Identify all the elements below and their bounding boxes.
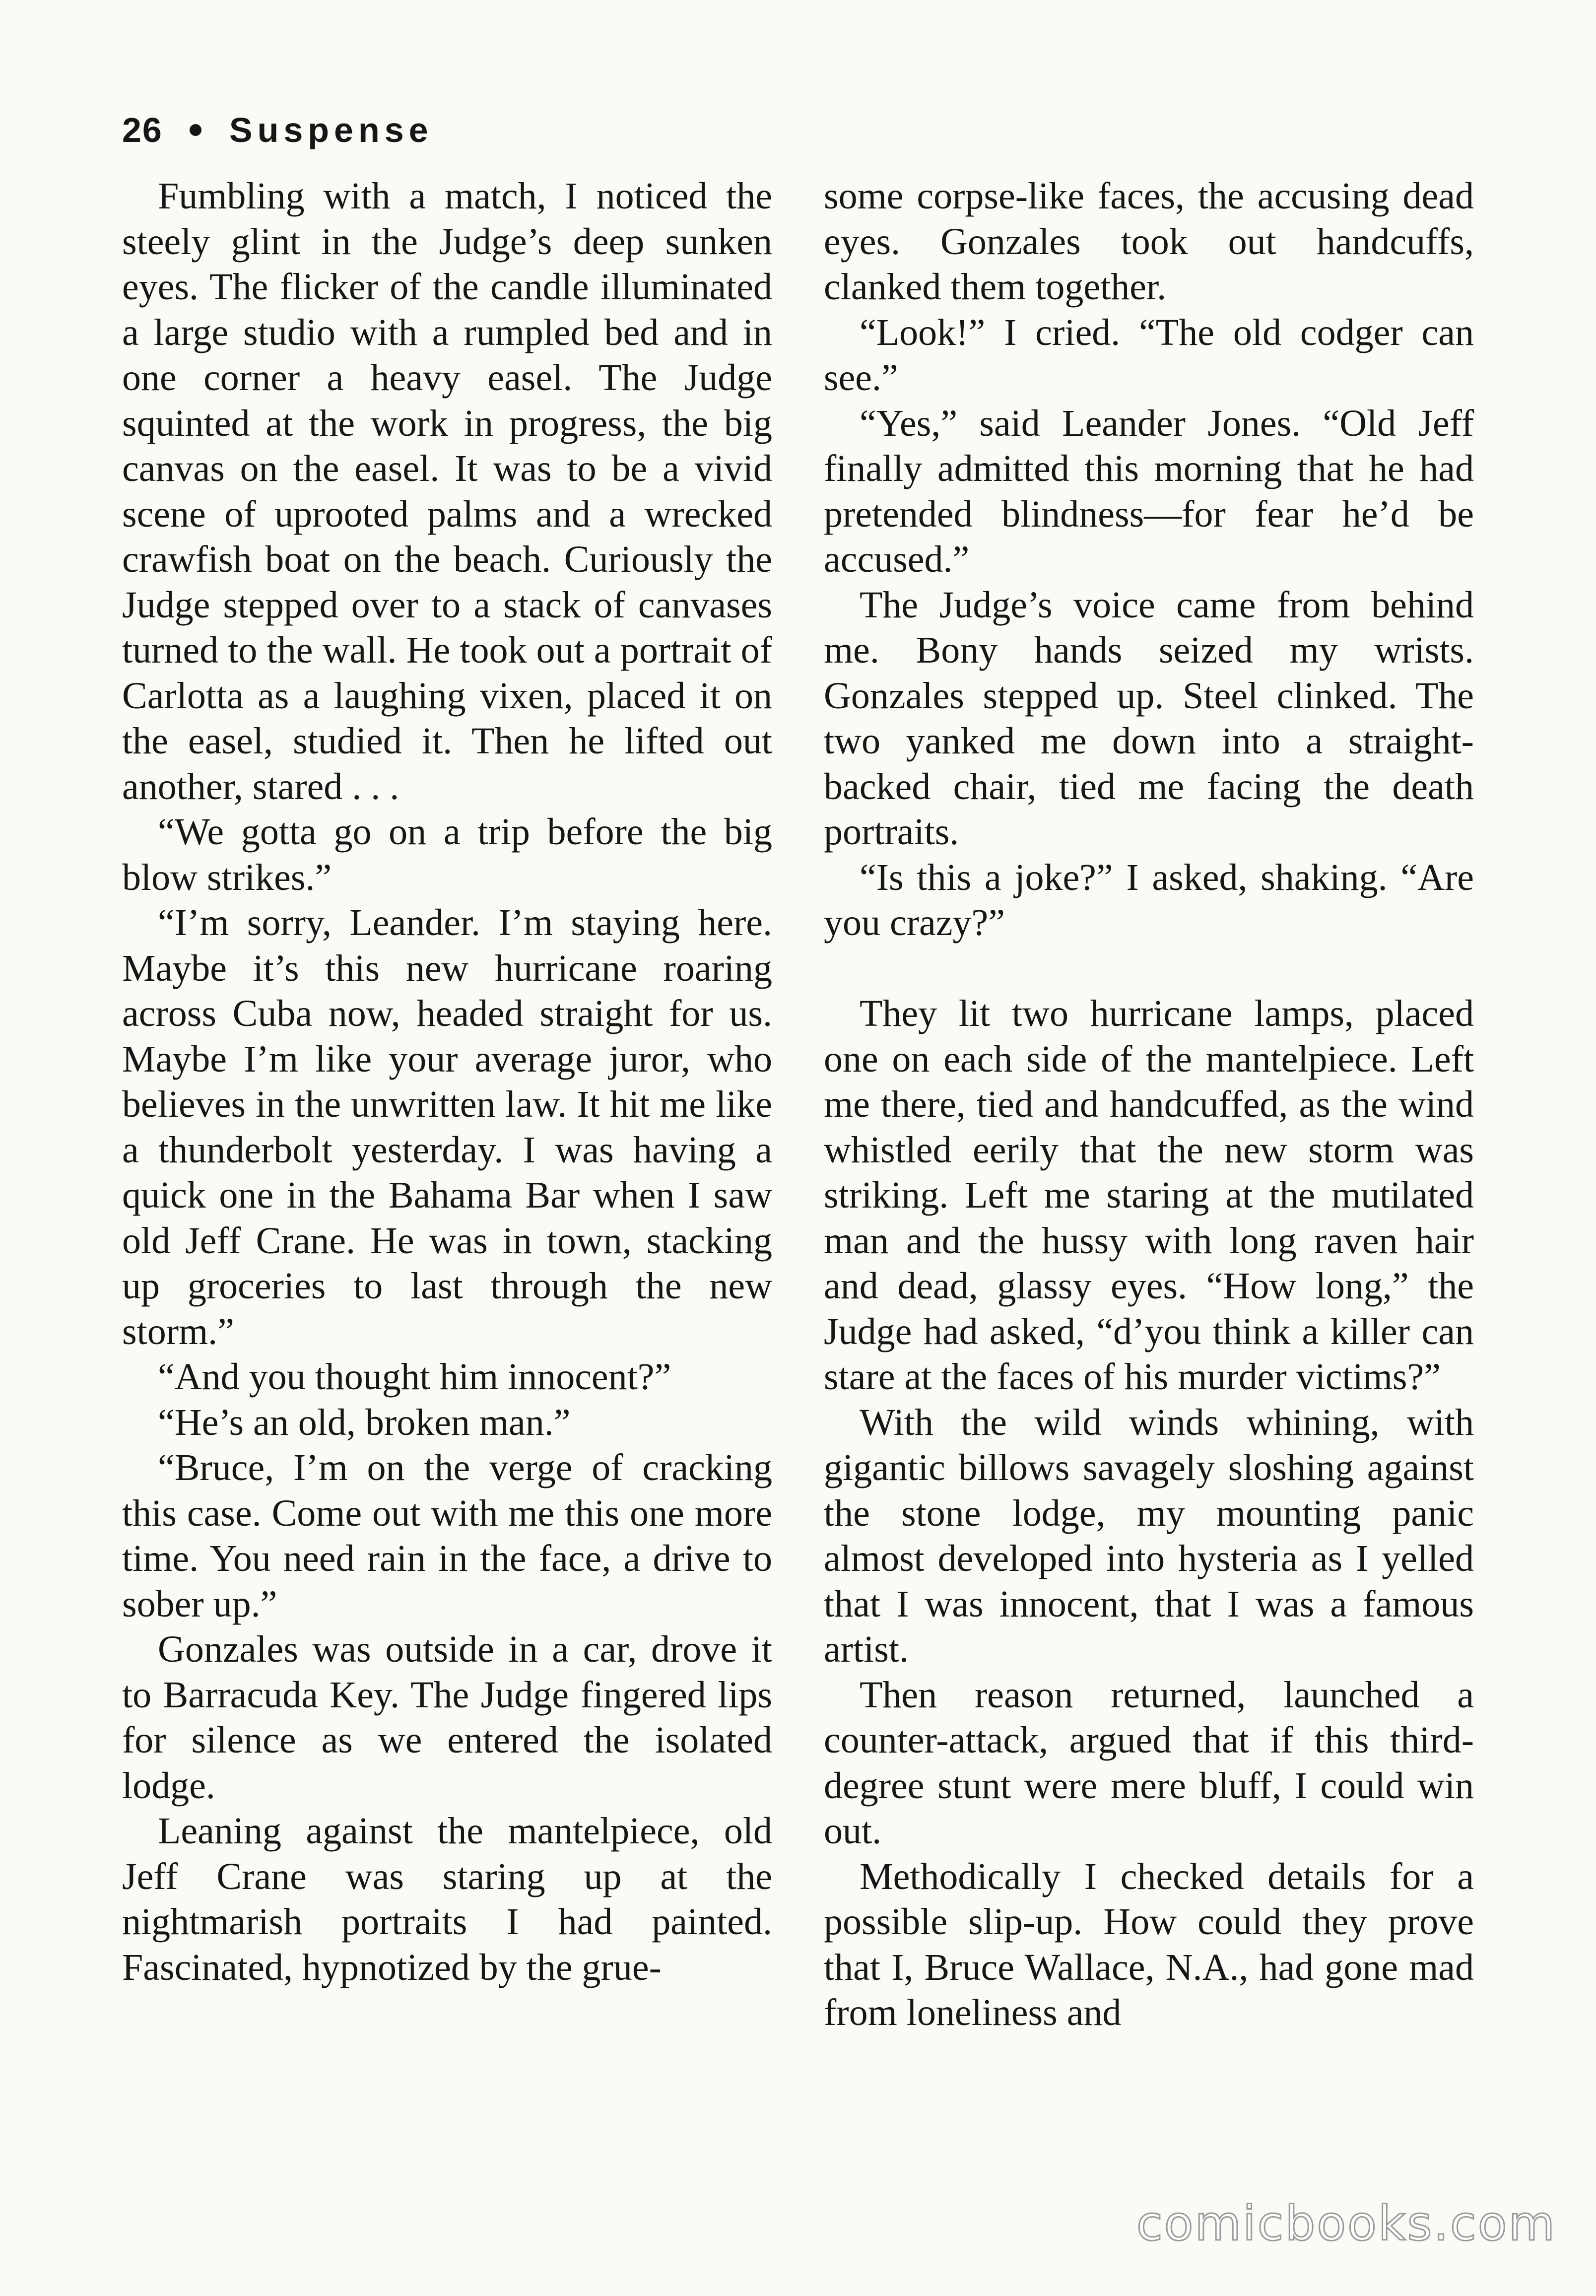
paragraph: “He’s an old, broken man.” bbox=[158, 1401, 571, 1443]
bullet-separator bbox=[190, 124, 201, 136]
paragraph: “We gotta go on a trip before the big blow strikes.” bbox=[122, 811, 772, 898]
paragraph: “Is this a joke?” I asked, shaking. “Are you crazy?” bbox=[824, 856, 1474, 944]
section-title: Suspense bbox=[229, 111, 433, 149]
paragraph: “I’m sorry, Leander. I’m staying here. Maybe it’s this new hurricane roaring across Cuba now, headed straight for us. Maybe I’m like your average juror, who believes in the unwritten law. It hit me like a thunderbolt yesterday. I was having a quick one in the Bahama Bar when I saw old Jeff Crane. He was in town, stacking up groceries to last through the new storm.” bbox=[122, 902, 772, 1352]
left-column bbox=[122, 174, 772, 1990]
paragraph: Leaning against the mantelpiece, old Jeff Crane was staring up at the nightmarish portraits I had painted. Fascinated, hypnotized by the grue- bbox=[122, 1810, 772, 1988]
right-column bbox=[824, 174, 1474, 2036]
paragraph: They lit two hurricane lamps, placed one on each side of the mantelpiece. Left me there, tied and handcuffed, as the wind whistled eerily that the new storm was striking. Left me staring at the mutilated man and the hussy with long raven hair and dead, glassy eyes. “How long,” the Judge had asked, “d’you think a killer can stare at the faces of his murder victims?” bbox=[824, 993, 1474, 1398]
paragraph: Gonzales was outside in a car, drove it to Barracuda Key. The Judge fingered lips for silence as we entered the isolated lodge. bbox=[122, 1628, 772, 1807]
page-header bbox=[122, 110, 433, 150]
page-number: 26 bbox=[122, 111, 163, 149]
paragraph: Methodically I checked details for a possible slip-up. How could they prove that I, Bruce Wallace, N.A., had gone mad from loneliness and bbox=[824, 1855, 1474, 2033]
paragraph: “Yes,” said Leander Jones. “Old Jeff finally admitted this morning that he had pretended blindness—for fear he’d be accused.” bbox=[824, 402, 1474, 580]
paragraph: With the wild winds whining, with gigantic billows savagely sloshing against the stone lodge, my mounting panic almost developed into hysteria as I yelled that I was innocent, that I was a famous artist. bbox=[824, 1401, 1474, 1670]
paragraph: Then reason returned, launched a counter-attack, argued that if this third-degree stunt were mere bluff, I could win out. bbox=[824, 1674, 1474, 1852]
paragraph: Fumbling with a match, I noticed the steely glint in the Judge’s deep sunken eyes. The flicker of the candle illuminated a large studio with a rumpled bed and in one corner a heavy easel. The Judge squinted at the work in progress, the big canvas on the easel. It was to be a vivid scene of uprooted palms and a wrecked crawfish boat on the beach. Curiously the Judge stepped over to a stack of canvases turned to the wall. He took out a portrait of Carlotta as a laughing vixen, placed it on the easel, studied it. Then he lifted out another, stared . . . bbox=[122, 175, 772, 808]
continued-paragraph: some corpse-like faces, the accusing dead eyes. Gonzales took out handcuffs, clanked them together. bbox=[824, 175, 1474, 308]
paragraph: “Bruce, I’m on the verge of cracking this case. Come out with me this one more time. You need rain in the face, a drive to sober up.” bbox=[122, 1447, 772, 1625]
watermark: comicbooks.com bbox=[1136, 2196, 1556, 2251]
paragraph: The Judge’s voice came from behind me. Bony hands seized my wrists. Gonzales stepped up. Steel clinked. The two yanked me down into a straight-backed chair, tied me facing the death portraits. bbox=[824, 584, 1474, 853]
paragraph: “And you thought him innocent?” bbox=[158, 1356, 671, 1398]
paragraph: “Look!” I cried. “The old codger can see.” bbox=[824, 311, 1474, 399]
